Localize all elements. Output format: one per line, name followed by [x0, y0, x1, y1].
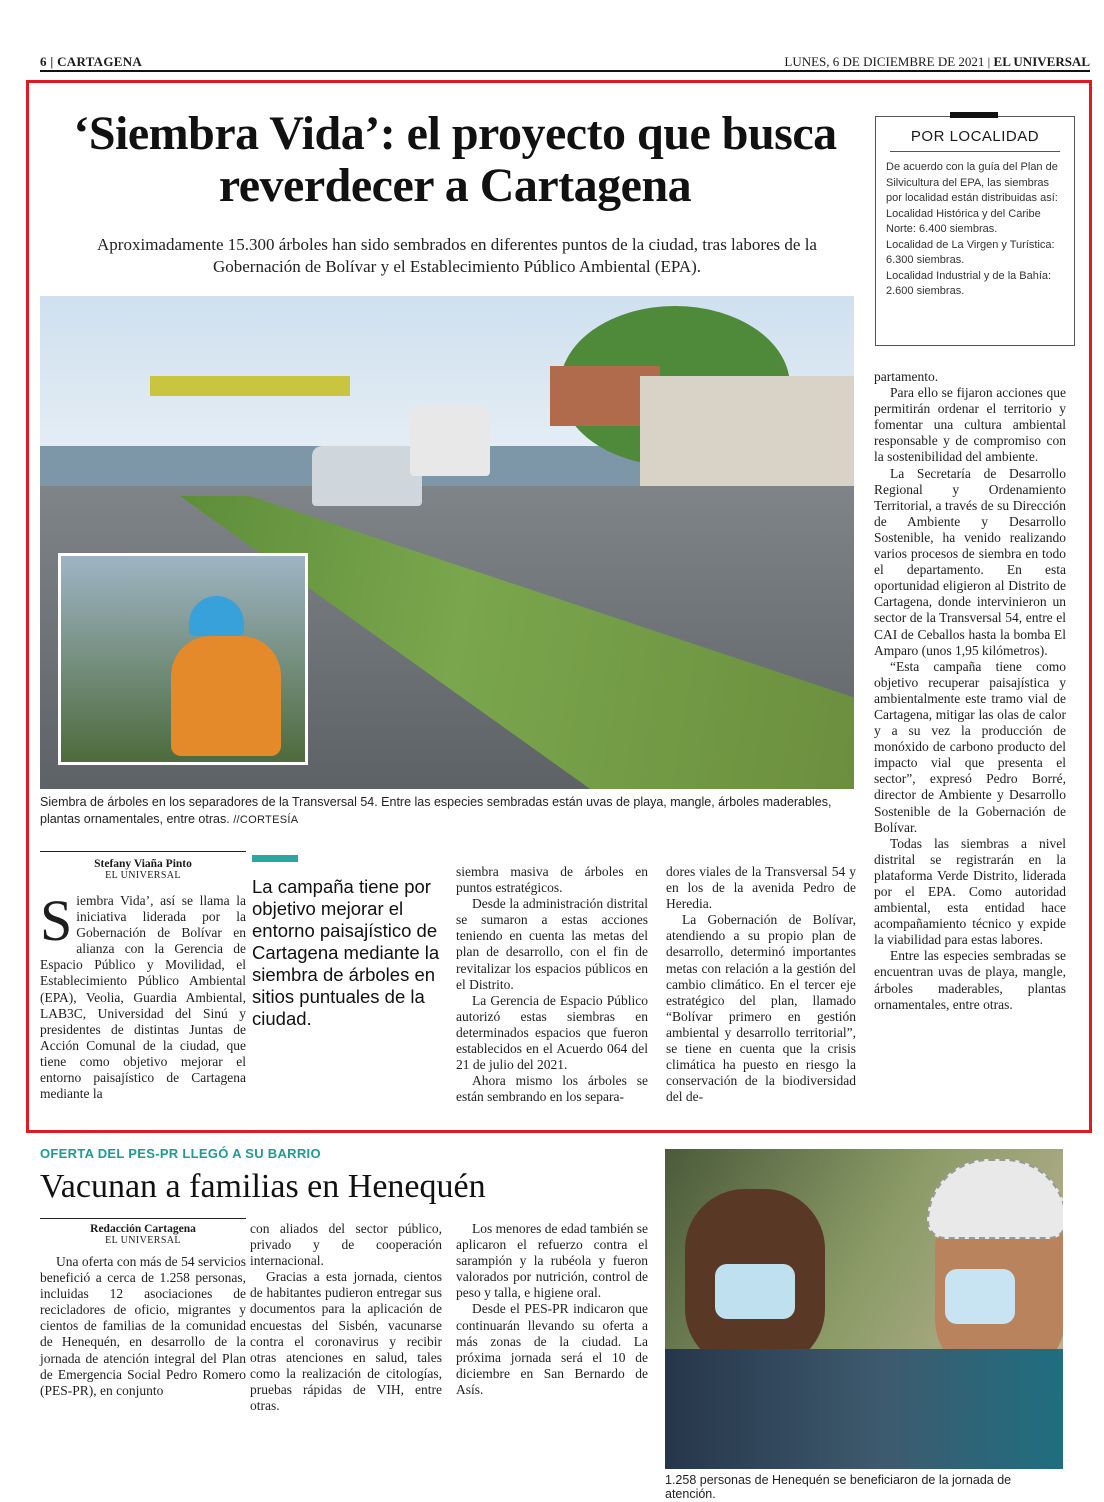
nurse-mask-shape: [945, 1269, 1015, 1324]
sidebar-item-3-value: 2.600 siembras.: [886, 285, 965, 297]
sidebar-item-1-value: 6.400 siembras.: [919, 223, 998, 235]
byline-name: Stefany Viaña Pinto: [94, 858, 192, 870]
worker-shape: [171, 636, 281, 756]
issue-date: [784, 54, 1090, 70]
date-text: LUNES, 6 DE DICIEMBRE DE 2021 |: [784, 54, 991, 69]
pull-quote-bar: [252, 855, 298, 862]
sidebar-item-1: [876, 207, 1074, 238]
vaccination-photo: [665, 1149, 1063, 1469]
sidebar-box: [875, 116, 1075, 346]
nurse-cap-shape: [927, 1159, 1063, 1239]
sidebar-accent-bar: [950, 112, 998, 118]
page-header: [40, 52, 1090, 72]
paragraph: Los menores de edad también se aplicaron el refuerzo contra el sarampión y la rubéola y fueron valorados por nutrición, control de peso y talla, e higiene oral.: [456, 1221, 648, 1301]
paragraph: La Gobernación de Bolívar, atendiendo a su propio plan de desarrollo, determinó importantes metas con relación a la gestión del cambio climático. En el tercer eje estratégico del plan, llamado “Bolívar primero en gestión ambiental y desarrollo territorial”, se tiene en cuenta que la crisis climática ha puesto en riesgo la conservación de la biodiversidad del de-: [666, 912, 856, 1105]
article2-photo-caption: 1.258 personas de Henequén se beneficiaron de la jornada de atención.: [665, 1473, 1012, 1501]
paragraph: con aliados del sector público, privado y de cooperación internacional.: [250, 1221, 442, 1269]
paragraph: siembra masiva de árboles en puntos estratégicos.: [456, 864, 648, 896]
paragraph: Para ello se fijaron acciones que permitirán ordenar el territorio y fomentar una cultura ambiental responsable y de compromiso con la sostenibilidad del ambiente.: [874, 385, 1066, 465]
paragraph: Ahora mismo los árboles se están sembrando en los separa-: [456, 1073, 648, 1105]
article-column-1: [40, 888, 246, 1102]
deck: Aproximadamente 15.300 árboles han sido sembrados en diferentes puntos de la ciudad, tras labores de la Gobernación de Bolívar y el Establecimiento Público Ambiental (EPA).: [97, 235, 817, 276]
sidebar-item-2: [876, 238, 1074, 269]
paper-name: EL UNIVERSAL: [993, 54, 1090, 69]
article2-column-2: [250, 1221, 442, 1414]
paragraph: La Secretaría de Desarrollo Regional y Ordenamiento Territorial, a través de su Dirección de Ambiente y Desarrollo Sostenible, ha venido realizando varios procesos de siembra en todo el departamento. En esta oportunidad eligieron al Distrito de Cartagena, donde intervinieron un sector de la Transversal 54, entre el CAI de Ceballos hasta la bomba El Amparo (unos 1,95 kilómetros).: [874, 465, 1066, 658]
bridge-shape: [150, 376, 350, 396]
car-shape: [312, 446, 422, 506]
paragraph: “Esta campaña tiene como objetivo recuperar paisajística y ambientalmente este tramo vial de Cartagena, mitigar las olas de calor y a su vez la producción de monóxido de carbono producto del impacto vial que presenta el sector”, expresó Pedro Borré, director de Ambiente y Desarrollo Sostenible de la Gobernación de Bolívar.: [874, 658, 1066, 835]
paragraph: partamento.: [874, 369, 939, 384]
sidebar-item-1-label: Localidad Histórica y del Caribe Norte:: [886, 207, 1041, 235]
paragraph: La Gerencia de Espacio Público autorizó estas siembras en determinados espacios que fueron establecidos en el Acuerdo 064 del 21 de julio del 2021.: [456, 992, 648, 1073]
article2-byline-outlet: EL UNIVERSAL: [105, 1235, 181, 1246]
pull-quote: [252, 855, 442, 1030]
sidebar-rule: [890, 151, 1060, 152]
sidebar-item-3: [876, 269, 1074, 300]
paragraph: Todas las siembras a nivel distrital se registrarán en la plataforma Verde Distrito, liderada por el EPA. Como autoridad ambiental, esta entidad hace acompañamiento técnico y expide la viabilidad para estas labores.: [874, 835, 1066, 948]
byline-outlet: EL UNIVERSAL: [105, 870, 181, 881]
patient-mask-shape: [715, 1264, 795, 1319]
sidebar-heading: POR LOCALIDAD: [910, 128, 1040, 145]
article2-byline: [40, 1218, 246, 1246]
lead-text: iembra Vida’, así se llama la iniciativa liderada por la Gobernación de Bolívar en alianza con la Gerencia de Espacio Público y Movilidad, el Establecimiento Público Ambiental (EPA), Veolia, Guardia Ambiental, LAB3C, Universidad del Sinú y presidentes de distintas Juntas de Acción Comunal de la ciudad, que tiene como objetivo mejorar el entorno paisajístico de Cartagena mediante la: [40, 893, 246, 1102]
page-section: 6 | CARTAGENA: [40, 54, 143, 69]
article2-column-3: [456, 1221, 648, 1398]
sidebar-item-2-label: Localidad de La Virgen y Turística:: [886, 238, 1055, 251]
truck-shape: [410, 406, 490, 476]
sidebar-item-3-label: Localidad Industrial y de la Bahía:: [886, 269, 1052, 282]
inset-photo: [58, 553, 308, 765]
building-shape-2: [640, 376, 854, 496]
cap-shape: [189, 596, 244, 636]
paragraph: Gracias a esta jornada, cientos de habitantes pudieron entregar sus documentos para la aplicación de encuestas del Sisbén, vacunarse contra el coronavirus y recibir otras atenciones en salud, tales como la realización de citologías, pruebas rápidas de VIH, entre otras.: [250, 1269, 442, 1414]
photo-caption: [40, 794, 840, 829]
article2-column-1: [40, 1254, 246, 1399]
paragraph: Una oferta con más de 54 servicios benefició a cerca de 1.258 personas, incluidas 12 asociaciones de recicladores de oficio, migrantes y cientos de familias de la comunidad de Henequén, en desarrollo de la jornada de atención integral del Plan de Emergencia Social Pedro Romero (PES-PR), en conjunto: [40, 1254, 246, 1398]
pull-quote-text: La campaña tiene por objetivo mejorar el entorno paisajístico de Cartagena mediante la siembra de árboles en sitios puntuales de la ciudad.: [252, 876, 440, 1029]
lead-paragraph: [40, 888, 246, 1102]
article2-kicker: OFERTA DEL PES-PR LLEGÓ A SU BARRIO: [40, 1146, 321, 1161]
paragraph: Desde el PES-PR indicaron que continuarán llevando su oferta a más zonas de la ciudad. La próxima jornada será el 10 de diciembre en San Bernardo de Asís.: [456, 1301, 648, 1397]
article-column-5: [874, 369, 1066, 1013]
paragraph: Entre las especies sembradas se encuentran uvas de playa, mangle, árboles maderables, plantas ornamentales, entre otras.: [874, 948, 1066, 1012]
paragraph: Desde la administración distrital se sumaron a estas acciones teniendo en cuenta las metas del plan de desarrollo, con el fin de revitalizar los espacios públicos en el Distrito.: [456, 896, 648, 992]
article2-headline: Vacunan a familias en Henequén: [40, 1168, 486, 1205]
byline: [40, 851, 246, 881]
sidebar-item-2-value: 6.300 siembras.: [886, 254, 965, 266]
article-column-3: [456, 864, 648, 1105]
caption-credit: //CORTESÍA: [233, 814, 299, 826]
article2-byline-name: Redacción Cartagena: [90, 1223, 196, 1235]
headline: ‘Siembra Vida’: el proyecto que busca reverdecer a Cartagena: [73, 107, 837, 212]
main-photo: [40, 296, 854, 789]
drop-cap: S: [40, 888, 73, 953]
caption-text: Siembra de árboles en los separadores de la Transversal 54. Entre las especies sembradas están uvas de playa, mangle, árboles maderables, plantas ornamentales, entre otras.: [40, 795, 832, 826]
sidebar-intro: De acuerdo con la guía del Plan de Silvicultura del EPA, las siembras por localidad están distribuidas así:: [886, 161, 1058, 204]
article-column-4: [666, 864, 856, 1105]
shirt-shape: [665, 1349, 1063, 1469]
paragraph: dores viales de la Transversal 54 y en los de la avenida Pedro de Heredia.: [666, 864, 856, 912]
